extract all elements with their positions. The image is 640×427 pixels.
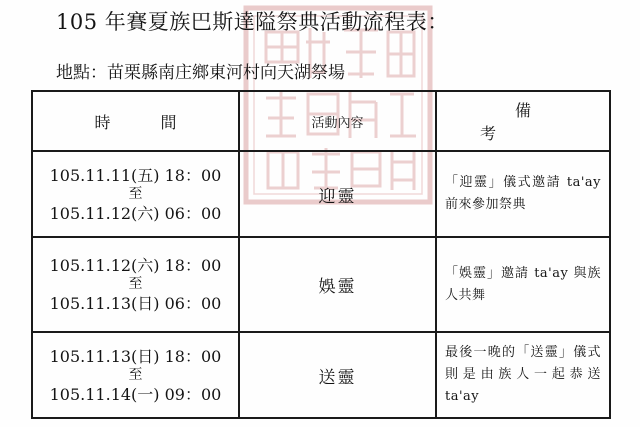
note-cell [436,237,610,332]
note-line: 「迎靈」儀式邀請 ta'ay [445,175,601,190]
start-time: 105.11.13(日) 18：00 [49,346,222,366]
document-title: 105 年賽夏族巴斯達隘祭典活動流程表： [56,10,449,34]
end-time: 105.11.13(日) 06：00 [49,294,222,313]
time-cell [32,332,239,418]
start-time: 105.11.11(五) 18：00 [49,165,222,185]
header-notes: 備考 [436,91,610,151]
table-row [32,332,610,418]
to-label: 至 [128,276,143,292]
header-time: 時間 [32,91,239,151]
activity-cell: 送靈 [239,332,436,418]
note-cell [436,151,610,237]
table-row [32,237,610,332]
to-label: 至 [128,366,143,383]
activity-cell: 迎靈 [239,151,436,237]
start-time: 105.11.12(六) 18：00 [49,256,222,275]
header-activity: 活動內容 [239,91,436,151]
note-line: 前來參加祭典 [445,197,527,212]
note-line: 則是由族人一起恭送 [445,367,601,382]
time-cell [32,237,239,332]
end-time: 105.11.14(一) 09：00 [49,384,222,404]
event-location: 地點：苗栗縣南庄鄉東河村向天湖祭場 [56,63,345,83]
note-line: 人共舞 [445,287,486,303]
ceremony-schedule-table [31,90,611,419]
time-cell [32,151,239,237]
note-line: 最後一晚的「送靈」儀式 [445,345,601,360]
activity-cell: 娛靈 [239,237,436,332]
table-header-row [32,91,610,151]
table-row [32,151,610,237]
to-label: 至 [128,185,143,202]
note-cell [436,332,610,418]
note-line: 「娛靈」邀請 ta'ay 與族 [445,265,601,281]
end-time: 105.11.12(六) 06：00 [49,203,222,223]
note-line: ta'ay [445,389,480,404]
